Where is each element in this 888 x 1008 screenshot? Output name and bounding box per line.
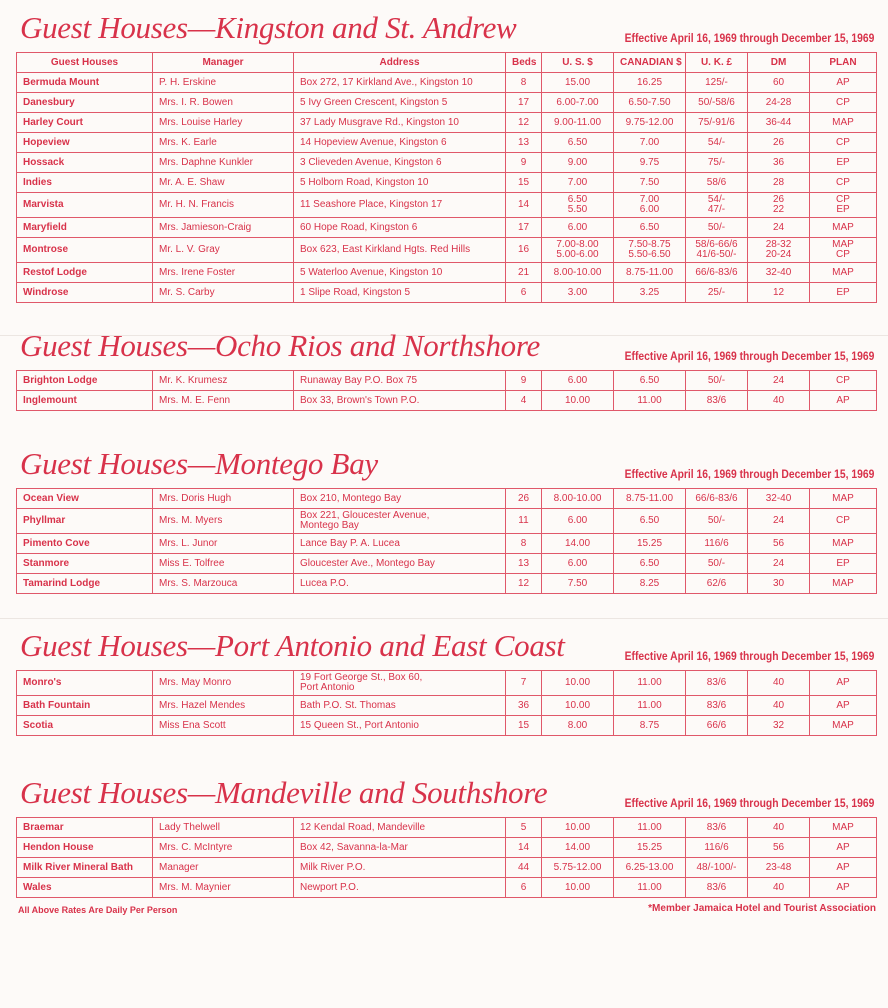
cell-dm: 28 <box>748 173 810 193</box>
cell-uk: 116/6 <box>686 838 748 858</box>
cell-address: Bath P.O. St. Thomas <box>294 696 506 716</box>
cell-canadian: 8.75-11.00 <box>614 489 686 509</box>
cell-name: Marvista <box>17 193 153 218</box>
effective-dates: Effective April 16, 1969 through December 15, 1969 <box>624 31 874 45</box>
section-title: Guest Houses—Ocho Rios and Northshore <box>20 328 540 363</box>
cell-us: 15.00 <box>542 73 614 93</box>
cell-manager: Mrs. L. Junor <box>153 534 294 554</box>
cell-manager: Mrs. Irene Foster <box>153 263 294 283</box>
cell-plan: MAP <box>810 534 877 554</box>
cell-beds: 21 <box>506 263 542 283</box>
column-header-canadian: CANADIAN $ <box>614 53 686 73</box>
cell-dm: 24 <box>748 554 810 574</box>
cell-canadian: 6.50 <box>614 554 686 574</box>
cell-beds: 36 <box>506 696 542 716</box>
cell-name: Windrose <box>17 283 153 303</box>
cell-uk: 58/6-66/6 41/6-50/- <box>686 238 748 263</box>
cell-canadian: 16.25 <box>614 73 686 93</box>
table-row <box>17 716 877 736</box>
cell-canadian: 7.00 <box>614 133 686 153</box>
cell-name: Harley Court <box>17 113 153 133</box>
cell-beds: 7 <box>506 671 542 696</box>
cell-dm: 60 <box>748 73 810 93</box>
table-row <box>17 153 877 173</box>
cell-canadian: 6.50 <box>614 371 686 391</box>
cell-name: Maryfield <box>17 218 153 238</box>
cell-us: 14.00 <box>542 534 614 554</box>
cell-plan: CP <box>810 93 877 113</box>
cell-name: Brighton Lodge <box>17 371 153 391</box>
cell-plan: AP <box>810 73 877 93</box>
table-row <box>17 93 877 113</box>
cell-dm: 32-40 <box>748 263 810 283</box>
section-title: Guest Houses—Montego Bay <box>20 446 378 481</box>
cell-name: Danesbury <box>17 93 153 113</box>
table-row <box>17 696 877 716</box>
cell-dm: 26 <box>748 133 810 153</box>
cell-dm: 23-48 <box>748 858 810 878</box>
column-header-manager: Manager <box>153 53 294 73</box>
table-row <box>17 173 877 193</box>
table-row <box>17 371 877 391</box>
cell-name: Milk River Mineral Bath <box>17 858 153 878</box>
cell-canadian: 15.25 <box>614 534 686 554</box>
table-row <box>17 818 877 838</box>
cell-beds: 44 <box>506 858 542 878</box>
cell-dm: 24 <box>748 218 810 238</box>
cell-manager: Mrs. Jamieson-Craig <box>153 218 294 238</box>
section-kingston <box>16 8 876 303</box>
cell-uk: 66/6-83/6 <box>686 489 748 509</box>
cell-dm: 36-44 <box>748 113 810 133</box>
cell-us: 7.50 <box>542 574 614 594</box>
cell-manager: Miss E. Tolfree <box>153 554 294 574</box>
cell-dm: 12 <box>748 283 810 303</box>
cell-manager: Mr. K. Krumesz <box>153 371 294 391</box>
cell-us: 3.00 <box>542 283 614 303</box>
section-title: Guest Houses—Mandeville and Southshore <box>20 775 548 810</box>
table-row <box>17 263 877 283</box>
cell-us: 6.00 <box>542 218 614 238</box>
cell-uk: 83/6 <box>686 391 748 411</box>
cell-uk: 50/-58/6 <box>686 93 748 113</box>
cell-canadian: 6.50 <box>614 218 686 238</box>
section-header <box>16 777 876 817</box>
cell-beds: 9 <box>506 153 542 173</box>
cell-beds: 13 <box>506 133 542 153</box>
column-header-us: U. S. $ <box>542 53 614 73</box>
cell-uk: 83/6 <box>686 818 748 838</box>
cell-manager: Mrs. May Monro <box>153 671 294 696</box>
cell-name: Tamarind Lodge <box>17 574 153 594</box>
cell-canadian: 11.00 <box>614 818 686 838</box>
cell-dm: 36 <box>748 153 810 173</box>
cell-uk: 66/6 <box>686 716 748 736</box>
cell-address: 12 Kendal Road, Mandeville <box>294 818 506 838</box>
table-row <box>17 283 877 303</box>
cell-name: Hendon House <box>17 838 153 858</box>
column-header-name: Guest Houses <box>17 53 153 73</box>
cell-dm: 32-40 <box>748 489 810 509</box>
cell-manager: Mrs. M. Maynier <box>153 878 294 898</box>
cell-beds: 15 <box>506 173 542 193</box>
cell-plan: MAP <box>810 218 877 238</box>
cell-us: 9.00-11.00 <box>542 113 614 133</box>
cell-address: 3 Clieveden Avenue, Kingston 6 <box>294 153 506 173</box>
footer-note: All Above Rates Are Daily Per Person <box>18 905 178 915</box>
footer-member-note: *Member Jamaica Hotel and Tourist Association <box>648 903 876 914</box>
cell-canadian: 3.25 <box>614 283 686 303</box>
table-row <box>17 671 877 696</box>
cell-address: Box 210, Montego Bay <box>294 489 506 509</box>
cell-manager: Mrs. Daphne Kunkler <box>153 153 294 173</box>
cell-address: 5 Ivy Green Crescent, Kingston 5 <box>294 93 506 113</box>
cell-dm: 26 22 <box>748 193 810 218</box>
column-header-beds: Beds <box>506 53 542 73</box>
effective-dates: Effective April 16, 1969 through December 15, 1969 <box>624 467 874 481</box>
section-header <box>16 448 876 488</box>
cell-plan: MAP <box>810 489 877 509</box>
cell-address: Box 42, Savanna-la-Mar <box>294 838 506 858</box>
table-header-row <box>17 53 877 73</box>
effective-dates: Effective April 16, 1969 through December 15, 1969 <box>624 349 874 363</box>
cell-us: 8.00 <box>542 716 614 736</box>
rates-table <box>16 670 877 736</box>
cell-us: 6.00-7.00 <box>542 93 614 113</box>
table-row <box>17 878 877 898</box>
cell-plan: MAP <box>810 263 877 283</box>
cell-canadian: 6.50 <box>614 509 686 534</box>
cell-beds: 17 <box>506 218 542 238</box>
cell-canadian: 15.25 <box>614 838 686 858</box>
cell-address: 11 Seashore Place, Kingston 17 <box>294 193 506 218</box>
cell-manager: Mrs. Hazel Mendes <box>153 696 294 716</box>
cell-canadian: 8.75 <box>614 716 686 736</box>
cell-name: Bermuda Mount <box>17 73 153 93</box>
cell-name: Wales <box>17 878 153 898</box>
cell-address: 14 Hopeview Avenue, Kingston 6 <box>294 133 506 153</box>
cell-manager: Mr. S. Carby <box>153 283 294 303</box>
cell-beds: 15 <box>506 716 542 736</box>
rates-table <box>16 488 877 594</box>
cell-dm: 40 <box>748 818 810 838</box>
cell-dm: 56 <box>748 534 810 554</box>
cell-plan: CP <box>810 509 877 534</box>
cell-us: 6.50 <box>542 133 614 153</box>
cell-plan: MAP <box>810 716 877 736</box>
cell-us: 10.00 <box>542 818 614 838</box>
cell-manager: Lady Thelwell <box>153 818 294 838</box>
cell-plan: CP <box>810 133 877 153</box>
cell-us: 10.00 <box>542 696 614 716</box>
table-row <box>17 858 877 878</box>
cell-us: 10.00 <box>542 391 614 411</box>
cell-name: Restof Lodge <box>17 263 153 283</box>
table-row <box>17 238 877 263</box>
cell-beds: 5 <box>506 818 542 838</box>
cell-address: 15 Queen St., Port Antonio <box>294 716 506 736</box>
rates-table <box>16 817 877 898</box>
cell-dm: 32 <box>748 716 810 736</box>
rates-table <box>16 52 877 303</box>
cell-us: 10.00 <box>542 671 614 696</box>
cell-us: 6.00 <box>542 554 614 574</box>
section-header <box>16 8 876 52</box>
cell-uk: 83/6 <box>686 878 748 898</box>
cell-us: 6.50 5.50 <box>542 193 614 218</box>
table-row <box>17 534 877 554</box>
cell-address: Milk River P.O. <box>294 858 506 878</box>
table-row <box>17 113 877 133</box>
cell-name: Phyllmar <box>17 509 153 534</box>
cell-name: Pimento Cove <box>17 534 153 554</box>
cell-uk: 62/6 <box>686 574 748 594</box>
cell-address: Box 623, East Kirkland Hgts. Red Hills <box>294 238 506 263</box>
cell-name: Ocean View <box>17 489 153 509</box>
cell-us: 10.00 <box>542 878 614 898</box>
cell-address: 60 Hope Road, Kingston 6 <box>294 218 506 238</box>
cell-dm: 24 <box>748 509 810 534</box>
cell-address: 5 Holborn Road, Kingston 10 <box>294 173 506 193</box>
cell-canadian: 9.75 <box>614 153 686 173</box>
cell-address: Box 272, 17 Kirkland Ave., Kingston 10 <box>294 73 506 93</box>
cell-uk: 116/6 <box>686 534 748 554</box>
cell-us: 9.00 <box>542 153 614 173</box>
cell-plan: MAP CP <box>810 238 877 263</box>
section-title: Guest Houses—Port Antonio and East Coast <box>20 628 565 663</box>
cell-canadian: 8.25 <box>614 574 686 594</box>
cell-uk: 50/- <box>686 218 748 238</box>
cell-address: 19 Fort George St., Box 60, Port Antonio <box>294 671 506 696</box>
rates-table <box>16 370 877 411</box>
cell-uk: 75/- <box>686 153 748 173</box>
cell-manager: Manager <box>153 858 294 878</box>
cell-canadian: 9.75-12.00 <box>614 113 686 133</box>
cell-canadian: 7.50-8.75 5.50-6.50 <box>614 238 686 263</box>
cell-name: Bath Fountain <box>17 696 153 716</box>
cell-dm: 24-28 <box>748 93 810 113</box>
table-row <box>17 73 877 93</box>
section-header <box>16 330 876 370</box>
cell-dm: 28-32 20-24 <box>748 238 810 263</box>
cell-uk: 54/- 47/- <box>686 193 748 218</box>
cell-address: Box 221, Gloucester Avenue, Montego Bay <box>294 509 506 534</box>
cell-name: Braemar <box>17 818 153 838</box>
cell-name: Montrose <box>17 238 153 263</box>
cell-name: Hossack <box>17 153 153 173</box>
cell-canadian: 7.50 <box>614 173 686 193</box>
cell-manager: Mrs. M. E. Fenn <box>153 391 294 411</box>
cell-address: 5 Waterloo Avenue, Kingston 10 <box>294 263 506 283</box>
cell-beds: 12 <box>506 113 542 133</box>
section-ocho-rios <box>16 330 876 411</box>
cell-plan: MAP <box>810 113 877 133</box>
cell-name: Hopeview <box>17 133 153 153</box>
fold-line <box>0 618 888 619</box>
cell-dm: 24 <box>748 371 810 391</box>
cell-beds: 16 <box>506 238 542 263</box>
effective-dates: Effective April 16, 1969 through December 15, 1969 <box>624 796 874 810</box>
cell-uk: 25/- <box>686 283 748 303</box>
cell-address: Gloucester Ave., Montego Bay <box>294 554 506 574</box>
cell-name: Stanmore <box>17 554 153 574</box>
cell-plan: MAP <box>810 574 877 594</box>
cell-manager: Mrs. C. McIntyre <box>153 838 294 858</box>
cell-plan: CP EP <box>810 193 877 218</box>
cell-manager: Mr. L. V. Gray <box>153 238 294 263</box>
table-row <box>17 133 877 153</box>
cell-manager: Mrs. Louise Harley <box>153 113 294 133</box>
section-title: Guest Houses—Kingston and St. Andrew <box>20 10 517 45</box>
cell-uk: 75/-91/6 <box>686 113 748 133</box>
column-header-dm: DM <box>748 53 810 73</box>
cell-plan: CP <box>810 173 877 193</box>
cell-manager: Mr. H. N. Francis <box>153 193 294 218</box>
cell-dm: 40 <box>748 696 810 716</box>
column-header-uk: U. K. £ <box>686 53 748 73</box>
cell-plan: EP <box>810 283 877 303</box>
cell-beds: 11 <box>506 509 542 534</box>
cell-beds: 4 <box>506 391 542 411</box>
table-row <box>17 489 877 509</box>
table-row <box>17 193 877 218</box>
cell-dm: 56 <box>748 838 810 858</box>
cell-plan: AP <box>810 391 877 411</box>
cell-dm: 30 <box>748 574 810 594</box>
cell-us: 14.00 <box>542 838 614 858</box>
cell-uk: 83/6 <box>686 696 748 716</box>
cell-us: 7.00 <box>542 173 614 193</box>
cell-uk: 50/- <box>686 554 748 574</box>
section-mandeville <box>16 777 876 898</box>
cell-us: 7.00-8.00 5.00-6.00 <box>542 238 614 263</box>
cell-uk: 48/-100/- <box>686 858 748 878</box>
column-header-plan: PLAN <box>810 53 877 73</box>
cell-address: Newport P.O. <box>294 878 506 898</box>
cell-dm: 40 <box>748 878 810 898</box>
cell-canadian: 11.00 <box>614 391 686 411</box>
cell-uk: 50/- <box>686 371 748 391</box>
table-row <box>17 391 877 411</box>
cell-beds: 14 <box>506 193 542 218</box>
cell-plan: EP <box>810 153 877 173</box>
cell-beds: 17 <box>506 93 542 113</box>
table-row <box>17 838 877 858</box>
cell-plan: AP <box>810 878 877 898</box>
cell-name: Monro's <box>17 671 153 696</box>
cell-uk: 66/6-83/6 <box>686 263 748 283</box>
column-header-address: Address <box>294 53 506 73</box>
cell-name: Indies <box>17 173 153 193</box>
effective-dates: Effective April 16, 1969 through December 15, 1969 <box>624 649 874 663</box>
cell-manager: Mrs. S. Marzouca <box>153 574 294 594</box>
cell-address: Lance Bay P. A. Lucea <box>294 534 506 554</box>
table-row <box>17 509 877 534</box>
cell-beds: 26 <box>506 489 542 509</box>
cell-uk: 58/6 <box>686 173 748 193</box>
cell-canadian: 6.50-7.50 <box>614 93 686 113</box>
cell-address: 37 Lady Musgrave Rd., Kingston 10 <box>294 113 506 133</box>
cell-plan: AP <box>810 838 877 858</box>
cell-beds: 6 <box>506 283 542 303</box>
cell-plan: AP <box>810 858 877 878</box>
cell-plan: EP <box>810 554 877 574</box>
cell-uk: 83/6 <box>686 671 748 696</box>
cell-manager: Mrs. M. Myers <box>153 509 294 534</box>
cell-beds: 13 <box>506 554 542 574</box>
cell-manager: Mrs. I. R. Bowen <box>153 93 294 113</box>
cell-canadian: 6.25-13.00 <box>614 858 686 878</box>
cell-canadian: 11.00 <box>614 696 686 716</box>
cell-address: Lucea P.O. <box>294 574 506 594</box>
cell-plan: CP <box>810 371 877 391</box>
cell-dm: 40 <box>748 391 810 411</box>
cell-us: 5.75-12.00 <box>542 858 614 878</box>
table-row <box>17 218 877 238</box>
cell-canadian: 8.75-11.00 <box>614 263 686 283</box>
cell-address: 1 Slipe Road, Kingston 5 <box>294 283 506 303</box>
table-row <box>17 554 877 574</box>
cell-manager: Mrs. K. Earle <box>153 133 294 153</box>
cell-plan: MAP <box>810 818 877 838</box>
cell-canadian: 7.00 6.00 <box>614 193 686 218</box>
cell-name: Inglemount <box>17 391 153 411</box>
cell-us: 6.00 <box>542 509 614 534</box>
section-header <box>16 630 876 670</box>
cell-us: 8.00-10.00 <box>542 489 614 509</box>
cell-canadian: 11.00 <box>614 878 686 898</box>
cell-beds: 9 <box>506 371 542 391</box>
cell-uk: 50/- <box>686 509 748 534</box>
cell-beds: 8 <box>506 73 542 93</box>
cell-dm: 40 <box>748 671 810 696</box>
cell-beds: 6 <box>506 878 542 898</box>
cell-manager: P. H. Erskine <box>153 73 294 93</box>
cell-address: Runaway Bay P.O. Box 75 <box>294 371 506 391</box>
cell-manager: Mr. A. E. Shaw <box>153 173 294 193</box>
cell-address: Box 33, Brown's Town P.O. <box>294 391 506 411</box>
cell-uk: 54/- <box>686 133 748 153</box>
cell-beds: 8 <box>506 534 542 554</box>
cell-us: 8.00-10.00 <box>542 263 614 283</box>
cell-name: Scotia <box>17 716 153 736</box>
section-montego-bay <box>16 448 876 594</box>
cell-manager: Miss Ena Scott <box>153 716 294 736</box>
cell-canadian: 11.00 <box>614 671 686 696</box>
cell-manager: Mrs. Doris Hugh <box>153 489 294 509</box>
table-row <box>17 574 877 594</box>
cell-uk: 125/- <box>686 73 748 93</box>
section-port-antonio <box>16 630 876 736</box>
cell-plan: AP <box>810 696 877 716</box>
cell-plan: AP <box>810 671 877 696</box>
cell-us: 6.00 <box>542 371 614 391</box>
cell-beds: 12 <box>506 574 542 594</box>
cell-beds: 14 <box>506 838 542 858</box>
